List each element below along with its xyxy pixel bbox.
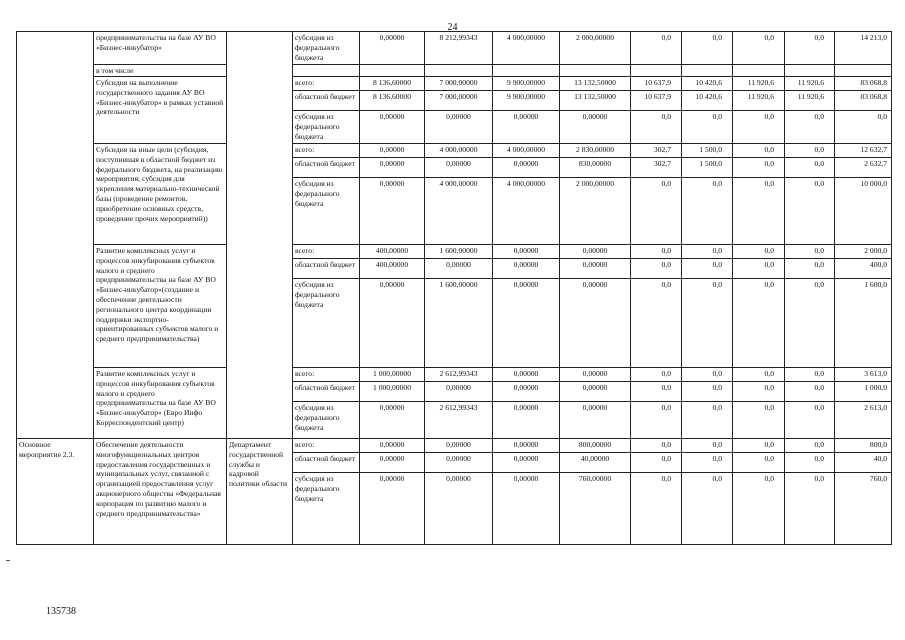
value-cell: 0,0 [631,259,682,279]
value-cell: 83 068,8 [835,91,892,111]
source-cell [293,65,360,77]
value-cell: 0,0 [785,144,835,158]
value-cell: 10 420,6 [682,91,733,111]
value-cell: 1 000,0 [835,382,892,402]
value-cell [785,65,835,77]
value-cell: 0,0 [682,111,733,144]
value-cell: 0,0 [785,111,835,144]
description-cell: Обеспечение деятельности многофункциональных центров предоставления государственных и муниципальных услуг, связанной с организацией предоставления услуг акционерного общества «Федеральная корпорация по развитию малого и среднего предпринимательства» [94,439,227,545]
value-cell: 0,00000 [425,382,493,402]
value-cell: 10 637,9 [631,77,682,91]
source-cell: субсидия из федерального бюджета [293,32,360,65]
value-cell: 2 632,7 [835,158,892,178]
value-cell: 800,00000 [560,439,631,453]
description-cell: Субсидия на выполнение государственного задания АУ ВО «Бизнес-инкубатор» в рамках уставной деятельности [94,77,227,144]
source-cell: всего: [293,439,360,453]
value-cell: 0,0 [733,279,785,368]
value-cell: 0,0 [785,402,835,439]
value-cell: 14 213,0 [835,32,892,65]
value-cell [425,65,493,77]
page-number: 24 [447,22,458,33]
value-cell: 0,0 [733,453,785,473]
value-cell: 2 613,0 [835,402,892,439]
value-cell: 400,00000 [360,259,425,279]
value-cell: 8 212,99343 [425,32,493,65]
value-cell: 83 068,8 [835,77,892,91]
value-cell: 0,00000 [493,259,560,279]
value-cell: 400,0 [835,259,892,279]
table-row [17,439,892,453]
value-cell: 11 920,6 [785,91,835,111]
value-cell: 0,0 [785,245,835,259]
value-cell: 0,0 [785,368,835,382]
value-cell: 0,00000 [493,382,560,402]
value-cell: 0,0 [785,158,835,178]
source-cell: областной бюджет [293,382,360,402]
value-cell [493,65,560,77]
value-cell: 0,0 [733,111,785,144]
source-cell: областной бюджет [293,158,360,178]
value-cell: 800,0 [835,439,892,453]
value-cell: 302,7 [631,144,682,158]
source-cell: субсидия из федерального бюджета [293,473,360,545]
value-cell: 4 000,00000 [425,178,493,245]
source-cell: областной бюджет [293,91,360,111]
value-cell: 0,00000 [493,439,560,453]
value-cell: 40,00000 [560,453,631,473]
value-cell: 0,00000 [360,32,425,65]
value-cell: 3 613,0 [835,368,892,382]
value-cell: 0,0 [733,402,785,439]
value-cell: 0,00000 [560,259,631,279]
value-cell: 1 600,00000 [425,245,493,259]
value-cell: 1 500,0 [682,144,733,158]
value-cell: 0,0 [631,111,682,144]
value-cell: 7 000,00000 [425,91,493,111]
activity-cell [17,32,94,439]
value-cell [360,65,425,77]
value-cell: 8 136,60000 [360,91,425,111]
table-row [17,368,892,382]
value-cell: 8 136,60000 [360,77,425,91]
value-cell: 11 920,6 [785,77,835,91]
value-cell: 0,00000 [493,245,560,259]
value-cell: 0,00000 [360,144,425,158]
table-row [17,65,892,77]
value-cell: 0,0 [682,178,733,245]
value-cell: 0,0 [631,178,682,245]
value-cell: 0,0 [733,259,785,279]
description-cell: Развитие комплексных услуг и процессов инкубирования субъектов малого и среднего предпринимательства на базе АУ ВО «Бизнес-инкубатор»(создание и обеспечение деятельности регионального центра координации поддержки экспортно-ориентированных субъектов малого и среднего предпринимательства) [94,245,227,368]
value-cell: 0,0 [682,368,733,382]
value-cell: 0,0 [682,439,733,453]
value-cell: 0,0 [682,259,733,279]
value-cell: 0,0 [682,473,733,545]
value-cell: 2 830,00000 [560,144,631,158]
source-cell: областной бюджет [293,259,360,279]
value-cell: 0,00000 [360,111,425,144]
value-cell: 0,0 [682,382,733,402]
value-cell: 0,00000 [425,158,493,178]
value-cell: 0,0 [631,382,682,402]
value-cell: 0,00000 [493,402,560,439]
value-cell: 0,00000 [560,402,631,439]
value-cell: 0,00000 [560,382,631,402]
value-cell: 0,0 [631,32,682,65]
value-cell: 4 000,00000 [493,178,560,245]
value-cell: 2 612,99343 [425,402,493,439]
table-row [17,32,892,65]
value-cell: 0,00000 [360,453,425,473]
value-cell [733,65,785,77]
value-cell: 0,0 [733,144,785,158]
value-cell [631,65,682,77]
value-cell: 830,00000 [560,158,631,178]
value-cell: 0,0 [631,439,682,453]
value-cell: 1 000,00000 [360,368,425,382]
value-cell: 9 900,00000 [493,91,560,111]
value-cell: 0,0 [631,402,682,439]
value-cell: 1 600,0 [835,279,892,368]
value-cell: 760,00000 [560,473,631,545]
value-cell: 1 600,00000 [425,279,493,368]
source-cell: субсидия из федерального бюджета [293,111,360,144]
value-cell: 0,00000 [425,439,493,453]
value-cell: 0,00000 [425,259,493,279]
value-cell: 0,0 [785,382,835,402]
margin-mark [6,560,10,561]
value-cell: 0,0 [682,245,733,259]
value-cell: 0,0 [631,368,682,382]
source-cell: областной бюджет [293,453,360,473]
value-cell [835,65,892,77]
source-cell: всего: [293,77,360,91]
table-row [17,245,892,259]
value-cell: 40,0 [835,453,892,473]
document-code: 135738 [46,606,76,617]
value-cell [560,65,631,77]
value-cell: 0,00000 [493,111,560,144]
value-cell: 7 000,00000 [425,77,493,91]
value-cell: 0,00000 [493,158,560,178]
value-cell: 0,0 [631,245,682,259]
source-cell: субсидия из федерального бюджета [293,279,360,368]
value-cell [682,65,733,77]
value-cell: 0,0 [682,453,733,473]
value-cell: 0,0 [631,473,682,545]
value-cell: 400,00000 [360,245,425,259]
activity-cell: Основное мероприятие 2.3. [17,439,94,545]
value-cell: 0,0 [785,279,835,368]
value-cell: 0,00000 [360,439,425,453]
value-cell: 10 637,9 [631,91,682,111]
value-cell: 0,0 [733,368,785,382]
value-cell: 11 920,6 [733,77,785,91]
value-cell: 0,0 [785,259,835,279]
value-cell: 0,00000 [360,178,425,245]
table-row [17,144,892,158]
value-cell: 0,0 [733,473,785,545]
value-cell: 0,0 [785,439,835,453]
source-cell: всего: [293,368,360,382]
executor-cell [227,32,293,439]
value-cell: 0,0 [785,473,835,545]
source-cell: субсидия из федерального бюджета [293,402,360,439]
value-cell: 0,00000 [493,279,560,368]
value-cell: 0,00000 [360,402,425,439]
budget-table [16,31,892,545]
value-cell: 0,0 [682,32,733,65]
value-cell: 0,0 [733,158,785,178]
value-cell: 0,0 [682,402,733,439]
value-cell: 0,0 [733,382,785,402]
value-cell: 0,00000 [560,368,631,382]
value-cell: 12 632,7 [835,144,892,158]
value-cell: 0,00000 [360,279,425,368]
value-cell: 13 132,50000 [560,91,631,111]
value-cell: 302,7 [631,158,682,178]
value-cell: 10 420,6 [682,77,733,91]
value-cell: 0,00000 [560,279,631,368]
value-cell: 11 920,6 [733,91,785,111]
source-cell: всего: [293,144,360,158]
value-cell: 0,00000 [493,453,560,473]
description-cell: предпринимательства на базе АУ ВО «Бизнес-инкубатор» [94,32,227,65]
value-cell: 0,0 [733,439,785,453]
source-cell: субсидия из федерального бюджета [293,178,360,245]
value-cell: 0,00000 [360,473,425,545]
value-cell: 0,0 [631,279,682,368]
value-cell: 0,00000 [360,158,425,178]
description-cell: Развитие комплексных услуг и процессов инкубирования субъектов малого и среднего предпринимательства на базе АУ ВО «Бизнес-инкубатор» (Евро Инфо Корреспондентский центр) [94,368,227,439]
value-cell: 1 000,00000 [360,382,425,402]
value-cell: 2 612,99343 [425,368,493,382]
value-cell: 1 500,0 [682,158,733,178]
description-cell: в том числе [94,65,227,77]
value-cell: 0,0 [785,453,835,473]
value-cell: 0,00000 [560,111,631,144]
description-cell: Субсидия на иные цели (субсидия, поступившая в областной бюджет из федерального бюджета, на реализацию мероприятия; субсидия для укрепления материально-технической базы (проведение ремонтов, приобретение основных средств, проведение прочих мероприятий)) [94,144,227,245]
value-cell: 2 000,00000 [560,178,631,245]
value-cell: 10 000,0 [835,178,892,245]
value-cell: 0,0 [733,178,785,245]
source-cell: всего: [293,245,360,259]
value-cell: 0,0 [785,178,835,245]
value-cell: 2 000,0 [835,245,892,259]
value-cell: 2 000,00000 [560,32,631,65]
value-cell: 0,0 [733,245,785,259]
value-cell: 0,0 [733,32,785,65]
value-cell: 9 900,00000 [493,77,560,91]
executor-cell: Департамент государственной службы и кадровой политики области [227,439,293,545]
table-row [17,77,892,91]
value-cell: 13 132,50000 [560,77,631,91]
value-cell: 0,00000 [425,473,493,545]
value-cell: 760,0 [835,473,892,545]
value-cell: 0,0 [682,279,733,368]
value-cell: 0,00000 [493,473,560,545]
value-cell: 0,00000 [425,111,493,144]
value-cell: 0,00000 [425,453,493,473]
value-cell: 0,0 [631,453,682,473]
value-cell: 4 000,00000 [493,144,560,158]
value-cell: 0,0 [785,32,835,65]
value-cell: 0,00000 [560,245,631,259]
value-cell: 0,00000 [493,368,560,382]
value-cell: 4 000,00000 [425,144,493,158]
value-cell: 0,0 [835,111,892,144]
value-cell: 4 000,00000 [493,32,560,65]
